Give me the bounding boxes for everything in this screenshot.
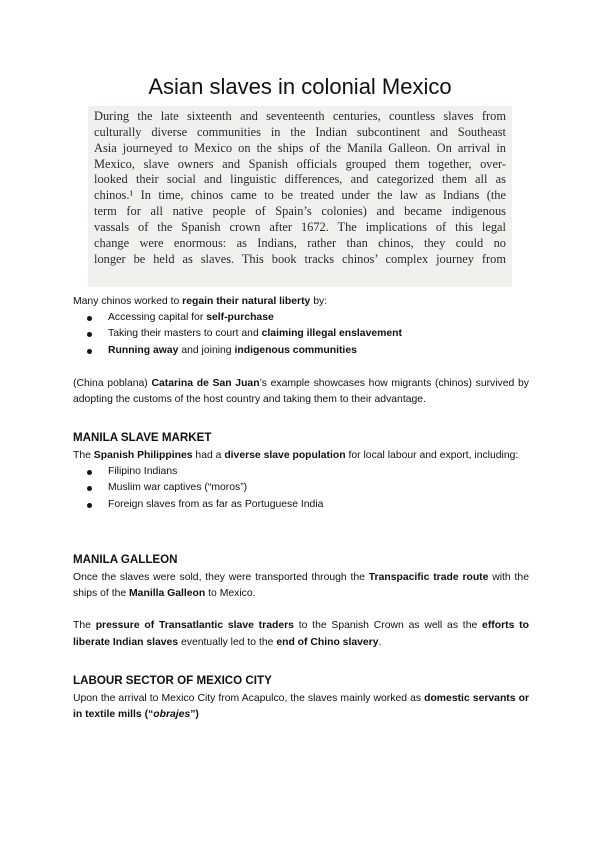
scanned-book-excerpt — [88, 106, 512, 287]
list-item — [73, 343, 529, 359]
excerpt-line: chinos.¹ In time, chinos came to be treated under the law as Indians (the — [94, 188, 506, 203]
excerpt-line: Mexico, slave owners and Spanish officials grouped them together, over- — [94, 156, 506, 171]
text-run: with the ships of the — [73, 572, 529, 600]
list-item — [73, 326, 529, 342]
emphasis: end of Chino slavery — [276, 636, 379, 648]
text-run: by: — [310, 296, 328, 307]
liberty-list — [73, 310, 529, 359]
text-run: Many chinos worked to — [73, 296, 183, 307]
emphasis: efforts to liberate Indian slaves — [73, 620, 529, 648]
emphasis: Transpacific trade route — [368, 572, 489, 583]
list-item: Foreign slaves from as far as Portuguese India — [73, 497, 529, 513]
paragraph — [73, 448, 529, 464]
excerpt-line: looked their social and linguistic differences, and categorized them all as — [94, 172, 506, 187]
emphasis: Running away — [108, 344, 179, 356]
emphasis: Manilla Galleon — [129, 588, 206, 600]
text-run: The — [73, 620, 96, 632]
paragraph — [73, 691, 529, 723]
text-run: eventually led to the — [178, 636, 277, 648]
list-item — [73, 310, 529, 326]
text-run: ’s example showcases how migrants (chinos) survived by adopting the customs of the host country and taking them to their advantage. — [73, 378, 529, 406]
labour-heading: LABOUR SECTOR OF MEXICO CITY — [73, 674, 272, 687]
emphasis: regain their natural liberty — [182, 296, 311, 307]
emphasis: diverse slave population — [224, 450, 346, 461]
emphasis: domestic servants or in textile mills (“ — [73, 693, 529, 721]
excerpt-line: term for all native people of Spain’s colonies) and became indigenous — [94, 204, 506, 219]
excerpt-line: longer be held as slaves. This book tracks chinos’ complex journey from — [94, 251, 506, 266]
excerpt-line: Asia journeyed to Mexico on the ships of the Manila Galleon. On arrival in — [94, 140, 506, 155]
emphasis: indigenous communities — [234, 344, 357, 356]
list-item: Filipino Indians — [73, 464, 529, 480]
text-run: Accessing capital for — [108, 312, 207, 324]
emphasis: pressure of Transatlantic slave traders — [95, 620, 294, 632]
liberty-intro — [73, 294, 529, 310]
galleon-heading: MANILA GALLEON — [73, 553, 178, 566]
text-run: to Mexico. — [205, 588, 256, 600]
paragraph — [73, 618, 529, 650]
labour-section — [73, 691, 529, 723]
market-list — [73, 464, 529, 513]
excerpt-line: vassals of the Spanish crown after 1672. The implications of this legal — [94, 219, 506, 234]
page-title: Asian slaves in colonial Mexico — [148, 74, 452, 99]
text-run: and joining — [178, 344, 235, 356]
text-run: for local labour and export, including: — [345, 450, 519, 461]
emphasis: obrajes — [153, 709, 191, 721]
liberty-section — [73, 294, 529, 359]
excerpt-line: change were enormous: as Indians, rather than chinos, they could no — [94, 235, 506, 250]
text-run: The — [73, 450, 94, 461]
market-heading: MANILA SLAVE MARKET — [73, 431, 212, 444]
galleon-section — [73, 570, 529, 651]
text-run: (China poblana) — [73, 378, 152, 389]
text-run: had a — [192, 450, 225, 461]
text-run: . — [378, 636, 382, 648]
market-section — [73, 448, 529, 513]
emphasis: Spanish Philippines — [93, 450, 193, 461]
emphasis: ”) — [190, 709, 199, 721]
excerpt-line: During the late sixteenth and seventeenth centuries, countless slaves from — [94, 109, 506, 123]
excerpt-line: culturally diverse communities in the Indian subcontinent and Southeast — [94, 124, 506, 139]
emphasis: claiming illegal enslavement — [261, 328, 402, 340]
text-run: Upon the arrival to Mexico City from Acapulco, the slaves mainly worked as — [73, 693, 425, 704]
text-run: Once the slaves were sold, they were transported through the — [73, 572, 369, 583]
emphasis: self-purchase — [206, 312, 274, 324]
paragraph — [73, 570, 529, 602]
list-item: Muslim war captives (“moros”) — [73, 480, 529, 496]
text-run: Taking their masters to court and — [108, 328, 262, 340]
paragraph — [73, 376, 529, 408]
catarina-paragraph — [73, 376, 529, 408]
text-run: to the Spanish Crown as well as the — [293, 620, 483, 632]
emphasis: Catarina de San Juan — [151, 378, 260, 389]
